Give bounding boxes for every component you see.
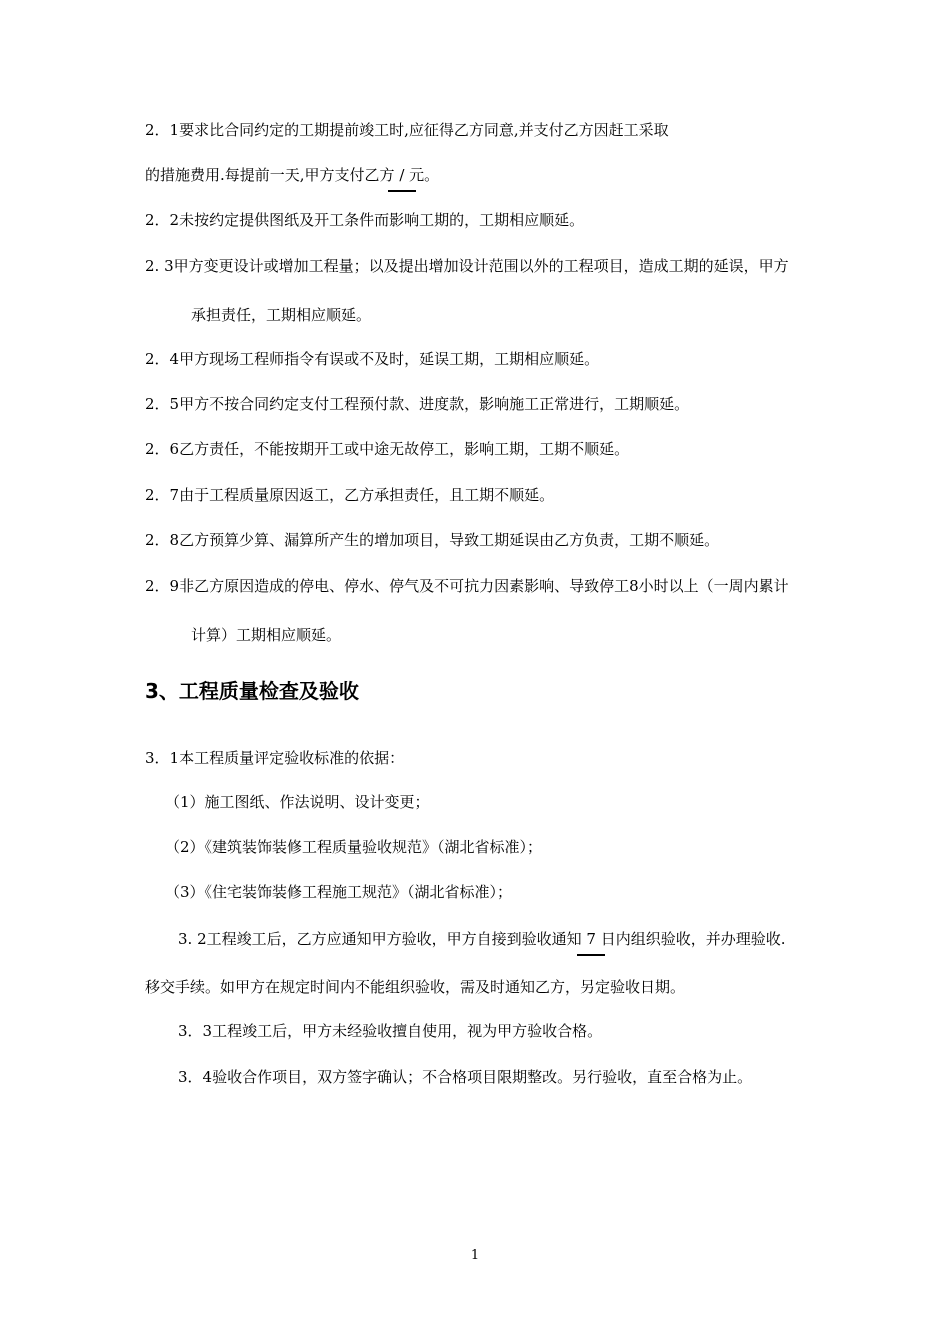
clause-text: （1）施工图纸、作法说明、设计变更； [165,793,430,811]
clause-text: 2．5甲方不按合同约定支付工程预付款、进度款，影响施工正常进行，工期顺延。 [145,395,690,413]
clause-text: 2．7由于工程质量原因返工，乙方承担责任，且工期不顺延。 [145,486,555,504]
clause-text: 3．1本工程质量评定验收标准的依据： [145,749,405,767]
clause-text: 元。 [404,166,440,184]
clause-text: 日内组织验收，并办理验收. [595,930,786,948]
blank-field: 7 [586,930,596,948]
standard-item-3 [165,882,512,902]
clause-3-2-continued [145,977,685,997]
clause-text: （3）《住宅装饰装修工程施工规范》（湖北省标准）； [165,883,513,901]
clause-2-2 [145,210,584,230]
section-3-heading: 3、工程质量检查及验收 [145,679,359,703]
clause-text: 2．9非乙方原因造成的停电、停水、停气及不可抗力因素影响、导致停工8小时以上（一周内累计 [145,577,789,595]
page-number: 1 [470,1248,480,1263]
clause-text: 2．2未按约定提供图纸及开工条件而影响工期的，工期相应顺延。 [145,211,585,229]
clause-3-2 [178,929,786,949]
clause-3-1 [145,748,404,768]
clause-text: 3. 2工程竣工后，乙方应通知甲方验收，甲方自接到验收通知 [178,930,587,948]
standard-item-1 [165,792,430,812]
clause-text: 2．8乙方预算少算、漏算所产生的增加项目，导致工期延误由乙方负责，工期不顺延。 [145,531,720,549]
clause-2-4 [145,349,599,369]
clause-2-9-continued [191,625,341,645]
clause-text: 2．6乙方责任，不能按期开工或中途无故停工，影响工期，工期不顺延。 [145,440,630,458]
clause-text: 承担责任，工期相应顺延。 [191,306,372,324]
blank-field: / [399,166,405,184]
clause-text: 2．4甲方现场工程师指令有误或不及时，延误工期，工期相应顺延。 [145,350,600,368]
clause-2-5 [145,394,689,414]
standard-item-2 [165,837,542,857]
clause-2-3-continued [191,305,371,325]
clause-2-7 [145,485,554,505]
clause-2-1 [145,120,669,140]
clause-2-9 [145,576,789,596]
clause-3-4 [178,1067,752,1087]
clause-text: 3．4验收合作项目，双方签字确认；不合格项目限期整改。另行验收，直至合格为止。 [178,1068,753,1086]
clause-2-1-continued [145,165,439,185]
clause-text: 移交手续。如甲方在规定时间内不能组织验收，需及时通知乙方，另定验收日期。 [145,978,686,996]
clause-3-3 [178,1021,602,1041]
clause-text: 计算）工期相应顺延。 [191,626,342,644]
clause-text: 2．1要求比合同约定的工期提前竣工时,应征得乙方同意,并支付乙方因赶工采取 [145,121,669,139]
clause-text: 3．3工程竣工后，甲方未经验收擅自使用，视为甲方验收合格。 [178,1022,603,1040]
clause-text: 2. 3甲方变更设计或增加工程量；以及提出增加设计范围以外的工程项目，造成工期的延误，甲方 [145,257,789,275]
clause-2-3 [145,256,789,276]
clause-text: 的措施费用.每提前一天,甲方支付乙方 [145,166,400,184]
clause-2-6 [145,439,629,459]
clause-text: （2）《建筑装饰装修工程质量验收规范》（湖北省标准）； [165,838,543,856]
clause-2-8 [145,530,719,550]
